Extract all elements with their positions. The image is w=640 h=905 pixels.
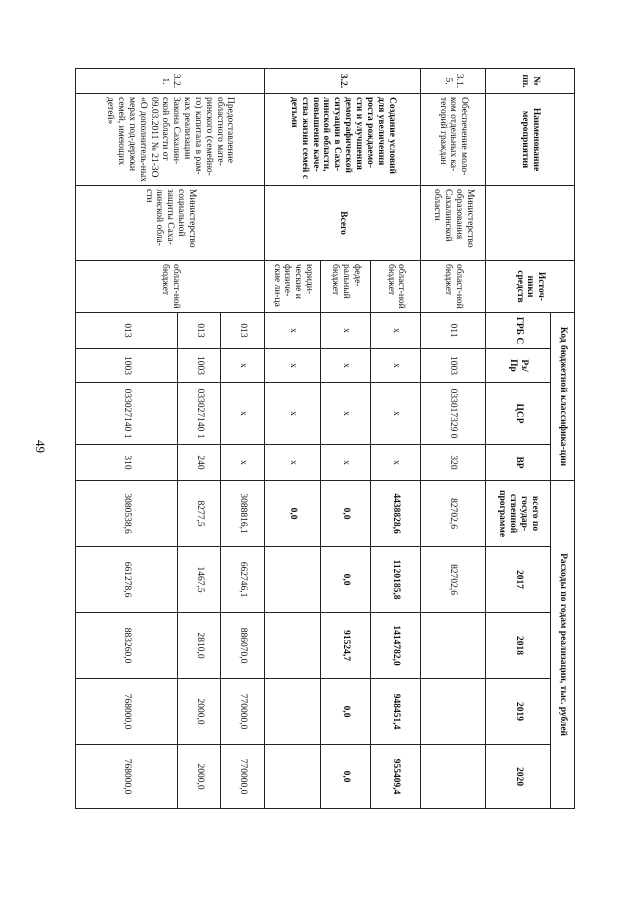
header-2018: 2018 [486, 613, 551, 679]
row-source: феде-ральный бюджет [321, 261, 371, 313]
cell-rzpr: 1003 [76, 349, 178, 383]
row-num: 3.2.1. [76, 69, 265, 94]
cell-rzpr: x [264, 349, 320, 383]
cell-2018: 91524,7 [321, 613, 371, 679]
cell-csr: 033027140 1 [178, 383, 221, 445]
cell-grbs: 011 [420, 313, 485, 349]
cell-2017: 662746,1 [221, 547, 264, 613]
cell-2019 [264, 679, 320, 745]
header-rzpr: Рз/ Пр [486, 349, 551, 383]
cell-2019: 0,0 [321, 679, 371, 745]
header-2019: 2019 [486, 679, 551, 745]
cell-vr: x [321, 445, 371, 481]
cell-2020 [264, 745, 320, 809]
header-budget-code: Код бюджетной классифика-ции [551, 313, 575, 481]
cell-rzpr: x [371, 349, 421, 383]
cell-vr: 320 [420, 445, 485, 481]
row-name: Предоставление областного мате-ринского (семейно-го) капитала в рам-ках реализации Закона Сахалин-ской области от 09.03.2011 № 21-ЗО «О дополнитель-ных мерах под-держки семей, имеющих детей» [76, 94, 265, 186]
cell-vr: x [371, 445, 421, 481]
budget-table-rotated [75, 68, 575, 808]
cell-total: 0,0 [264, 481, 320, 547]
cell-2020: 0,0 [321, 745, 371, 809]
cell-grbs: 013 [178, 313, 221, 349]
cell-grbs: 013 [221, 313, 264, 349]
row-name: Обеспечение моло-ком отдельных ка-тегорий граждан [420, 94, 485, 186]
header-2017: 2017 [486, 547, 551, 613]
header-total: всего по государ-ственной программе [486, 481, 551, 547]
cell-csr: 033027140 1 [76, 383, 178, 445]
cell-2020: 955409,4 [371, 745, 421, 809]
cell-grbs: x [371, 313, 421, 349]
cell-grbs: x [264, 313, 320, 349]
cell-2020: 770000,0 [221, 745, 264, 809]
cell-2019: 2000,0 [178, 679, 221, 745]
row-executor: Всего [264, 186, 420, 261]
cell-vr: x [221, 445, 264, 481]
cell-2019: 768000,0 [76, 679, 178, 745]
header-csr: ЦСР [486, 383, 551, 445]
header-vr: ВР [486, 445, 551, 481]
cell-csr: x [371, 383, 421, 445]
header-grbs: ГРБ С [486, 313, 551, 349]
cell-total: 3088816,1 [221, 481, 264, 547]
table-row [371, 69, 421, 809]
cell-2017: 82702,6 [420, 547, 485, 613]
cell-2017: 0,0 [321, 547, 371, 613]
row-num: 3.2. [264, 69, 420, 94]
header-executor [486, 186, 575, 261]
cell-vr: 240 [178, 445, 221, 481]
header-expenses: Расходы по годам реализации, тыс. рублей [551, 481, 575, 809]
cell-2018 [264, 613, 320, 679]
cell-2020: 2000,0 [178, 745, 221, 809]
cell-csr: 033017329 0 [420, 383, 485, 445]
cell-grbs: x [321, 313, 371, 349]
cell-total: 3080538,6 [76, 481, 178, 547]
row-num: 3.1.5. [420, 69, 485, 94]
cell-2019: 770000,0 [221, 679, 264, 745]
cell-grbs: 013 [76, 313, 178, 349]
cell-2017: 661278,6 [76, 547, 178, 613]
cell-vr: 310 [76, 445, 178, 481]
header-num: № пп. [486, 69, 575, 94]
cell-2018 [420, 613, 485, 679]
cell-csr: x [264, 383, 320, 445]
row-name: Создание условий для увеличения роста рождаемо-сти и улучшения демографической ситуации в Саха-линской области, повышение каче-ства жизни семей с детьми [264, 94, 420, 186]
row-executor: Министерство образования Сахалинской области [420, 186, 485, 261]
cell-rzpr: 1003 [420, 349, 485, 383]
cell-2017: 1467,5 [178, 547, 221, 613]
header-sources: Источ-ники средств [486, 261, 575, 313]
cell-total: 0,0 [321, 481, 371, 547]
cell-rzpr: 1003 [178, 349, 221, 383]
header-2020: 2020 [486, 745, 551, 809]
cell-2018: 883260,0 [76, 613, 178, 679]
table-row [420, 69, 485, 809]
cell-2018: 886070,0 [221, 613, 264, 679]
cell-vr: x [264, 445, 320, 481]
header-name: Наименование мероприятия [486, 94, 575, 186]
cell-rzpr: x [321, 349, 371, 383]
cell-2017 [264, 547, 320, 613]
cell-2019 [420, 679, 485, 745]
table-row [221, 69, 264, 809]
cell-csr: x [221, 383, 264, 445]
cell-total: 4438828,6 [371, 481, 421, 547]
cell-rzpr: x [221, 349, 264, 383]
cell-2020: 768000,0 [76, 745, 178, 809]
cell-2017: 1120185,8 [371, 547, 421, 613]
cell-2018: 1414782,0 [371, 613, 421, 679]
cell-total: 82702,6 [420, 481, 485, 547]
cell-total: 8277,5 [178, 481, 221, 547]
row-executor: Министерство социальной защиты Саха-линской обла-сти [76, 186, 265, 261]
row-source: област-ной бюджет [371, 261, 421, 313]
cell-2020 [420, 745, 485, 809]
row-source: област-ной бюджет [420, 261, 485, 313]
row-source: област-ной бюджет [76, 261, 265, 313]
budget-table [75, 68, 575, 809]
cell-2019: 948451,4 [371, 679, 421, 745]
page-number: 49 [33, 440, 48, 453]
cell-csr: x [321, 383, 371, 445]
row-source: юриди-ческие и физиче-ские ли-ца [264, 261, 320, 313]
cell-2018: 2810,0 [178, 613, 221, 679]
